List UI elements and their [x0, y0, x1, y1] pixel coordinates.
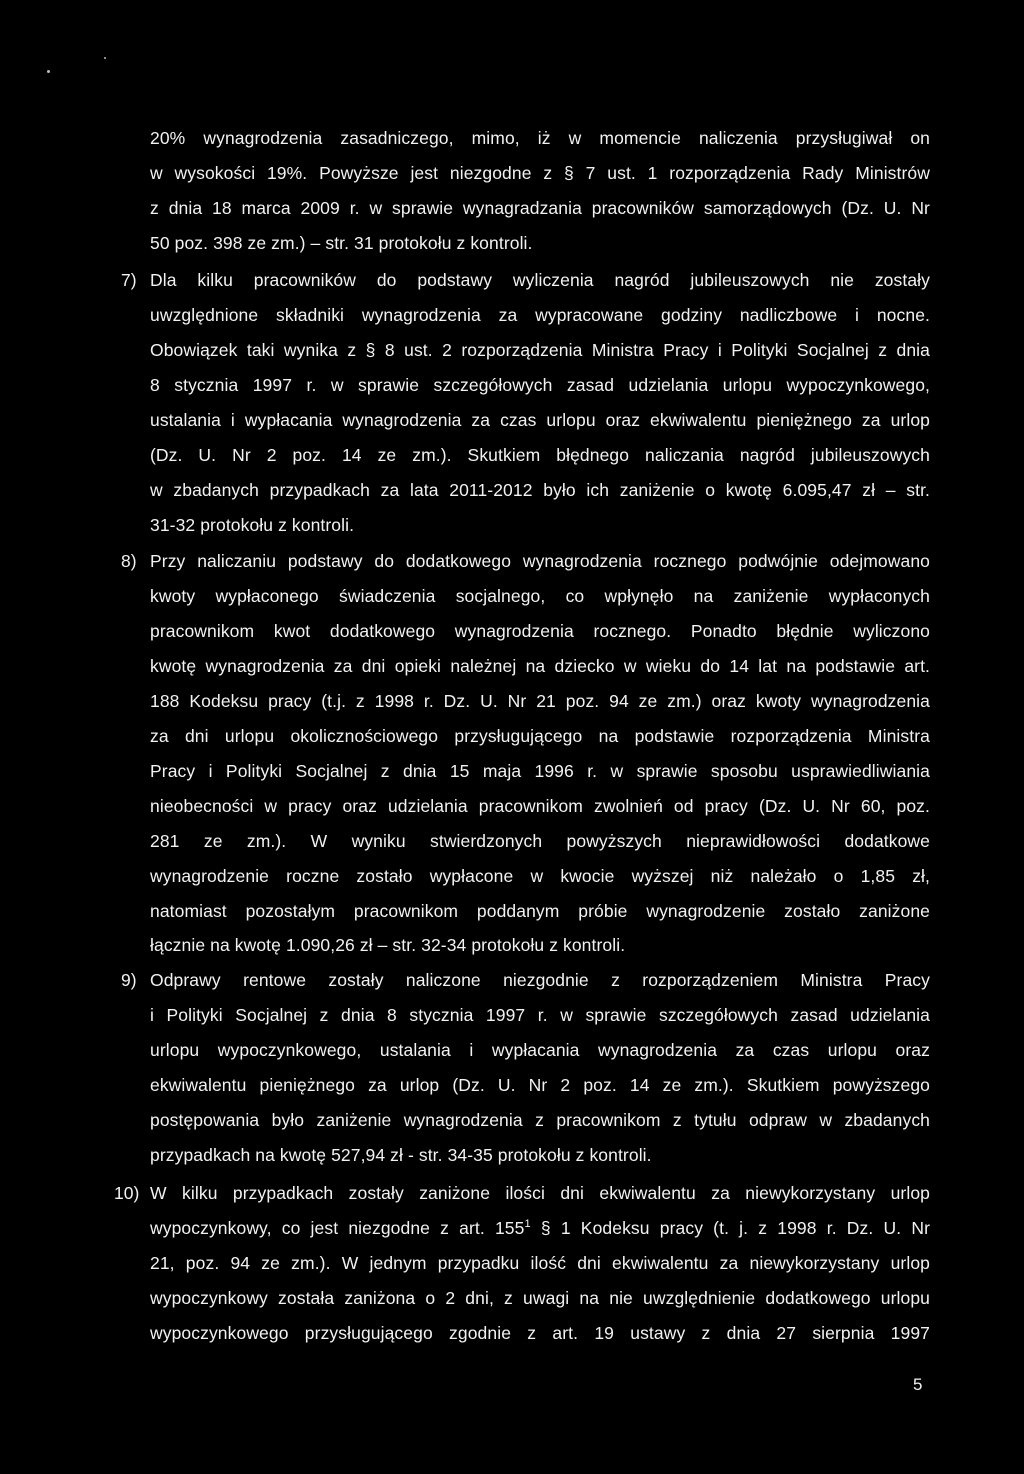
- text-line: za dni urlopu okolicznościowego przysługującego na podstawie rozporządzenia Ministra: [150, 726, 930, 746]
- text-line: kwoty wypłaconego świadczenia socjalnego, co wpłynęło na zaniżenie wypłaconych: [150, 586, 930, 606]
- text-line: urlopu wypoczynkowego, ustalania i wypłacania wynagrodzenia za czas urlopu oraz: [150, 1040, 930, 1060]
- text-fragment: 1 Kodeksu pracy (t. j. z 1998 r. Dz. U. Nr: [560, 1218, 931, 1238]
- text-line: 21, poz. 94 ze zm.). W jednym przypadku ilość dni ekwiwalentu za niewykorzystany urlop: [150, 1253, 930, 1273]
- text-line: 31-32 protokołu z kontroli.: [150, 515, 355, 535]
- text-line: i Polityki Socjalnej z dnia 8 stycznia 1997 r. w sprawie szczegółowych zasad udzielania: [150, 1005, 930, 1025]
- text-line: kwotę wynagrodzenia za dni opieki należnej na dziecko w wieku do 14 lat na podstawie art.: [150, 656, 930, 676]
- page-number: 5: [913, 1375, 923, 1394]
- section-sign: §: [540, 1218, 551, 1238]
- text-line: 20% wynagrodzenia zasadniczego, mimo, iż w momencie naliczenia przysługiwał on: [150, 128, 930, 148]
- text-line: pracownikom kwot dodatkowego wynagrodzenia rocznego. Ponadto błędnie wyliczono: [150, 621, 930, 641]
- text-line: 8 stycznia 1997 r. w sprawie szczegółowych zasad udzielania urlopu wypoczynkowego,: [150, 375, 930, 395]
- text-line: ekwiwalentu pieniężnego za urlop (Dz. U. Nr 2 poz. 14 ze zm.). Skutkiem powyższego: [150, 1075, 930, 1095]
- list-item-number: 10): [114, 1183, 140, 1203]
- text-line: wypoczynkowy została zaniżona o 2 dni, z uwagi na nie uwzględnienie dodatkowego urlopu: [150, 1288, 930, 1308]
- text-line: Odprawy rentowe zostały naliczone niezgodnie z rozporządzeniem Ministra Pracy: [150, 970, 930, 990]
- text-line: 50 poz. 398 ze zm.) – str. 31 protokołu z kontroli.: [150, 233, 533, 253]
- text-line: (Dz. U. Nr 2 poz. 14 ze zm.). Skutkiem błędnego naliczania nagród jubileuszowych: [150, 445, 930, 465]
- text-line: ustalania i wypłacania wynagrodzenia za czas urlopu oraz ekwiwalentu pieniężnego za urlop: [150, 410, 930, 430]
- text-line: Przy naliczaniu podstawy do dodatkowego wynagrodzenia rocznego podwójnie odejmowano: [150, 551, 930, 571]
- text-line: w zbadanych przypadkach za lata 2011-2012 było ich zaniżenie o kwotę 6.095,47 zł – str.: [150, 480, 930, 500]
- scan-speck: [47, 70, 50, 73]
- text-line: z dnia 18 marca 2009 r. w sprawie wynagradzania pracowników samorządowych (Dz. U. Nr: [150, 198, 930, 218]
- list-item-number: 8): [121, 551, 137, 571]
- text-line: łącznie na kwotę 1.090,26 zł – str. 32-34 protokołu z kontroli.: [150, 935, 626, 955]
- text-fragment: wypoczynkowy, co jest niezgodne z art. 155: [150, 1218, 525, 1238]
- scan-speck: [104, 57, 106, 59]
- text-line: [150, 1217, 930, 1239]
- text-line: 188 Kodeksu pracy (t.j. z 1998 r. Dz. U. Nr 21 poz. 94 ze zm.) oraz kwoty wynagrodzenia: [150, 691, 930, 711]
- text-line: uwzględnione składniki wynagrodzenia za wypracowane godziny nadliczbowe i nocne.: [150, 305, 930, 325]
- text-line: Dla kilku pracowników do podstawy wyliczenia nagród jubileuszowych nie zostały: [150, 270, 930, 290]
- text-line: Pracy i Polityki Socjalnej z dnia 15 maja 1996 r. w sprawie sposobu usprawiedliwiania: [150, 761, 930, 781]
- text-line: natomiast pozostałym pracownikom poddanym próbie wynagrodzenie zostało zaniżone: [150, 901, 930, 921]
- superscript: 1: [524, 1218, 531, 1231]
- text-line: wynagrodzenie roczne zostało wypłacone w kwocie wyższej niż należało o 1,85 zł,: [150, 866, 930, 886]
- list-item-number: 7): [121, 270, 137, 290]
- list-item-number: 9): [121, 970, 137, 990]
- text-line: 281 ze zm.). W wyniku stwierdzonych powyższych nieprawidłowości dodatkowe: [150, 831, 930, 851]
- text-line: Obowiązek taki wynika z § 8 ust. 2 rozporządzenia Ministra Pracy i Polityki Socjalnej z dnia: [150, 340, 930, 360]
- text-line: postępowania było zaniżenie wynagrodzenia z pracownikom z tytułu odpraw w zbadanych: [150, 1110, 930, 1130]
- text-line: w wysokości 19%. Powyższe jest niezgodne z § 7 ust. 1 rozporządzenia Rady Ministrów: [150, 163, 930, 183]
- text-line: przypadkach na kwotę 527,94 zł - str. 34-35 protokołu z kontroli.: [150, 1145, 652, 1165]
- text-line: W kilku przypadkach zostały zaniżone ilości dni ekwiwalentu za niewykorzystany urlop: [150, 1183, 930, 1203]
- text-line: wypoczynkowego przysługującego zgodnie z art. 19 ustawy z dnia 27 sierpnia 1997: [150, 1323, 930, 1343]
- text-line: nieobecności w pracy oraz udzielania pracownikom zwolnień od pracy (Dz. U. Nr 60, poz.: [150, 796, 930, 816]
